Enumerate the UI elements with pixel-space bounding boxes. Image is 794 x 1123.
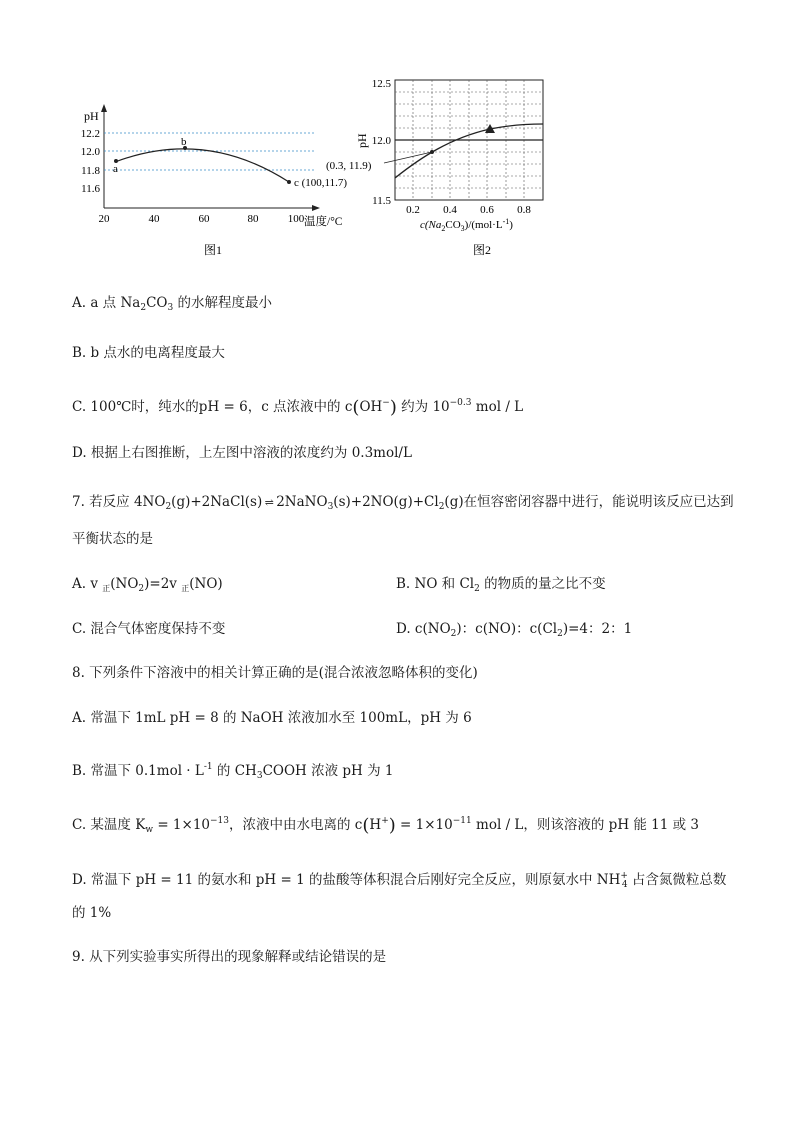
fig1-xtick: 40 bbox=[148, 213, 160, 225]
q7-option-c: C. 混合气体密度保持不变 bbox=[72, 621, 226, 637]
fig2-xtick: 0.6 bbox=[480, 204, 494, 216]
q7-option-d: D. $c(NO_2)$：c(NO)：$c(Cl_2)=4$：2：1 bbox=[396, 621, 633, 639]
fig2-xtick: 0.2 bbox=[406, 204, 420, 216]
fig1-x-ticks bbox=[99, 213, 305, 225]
fig1-xtick: 100 bbox=[287, 213, 305, 225]
q6-option-c: C. 100℃时，纯水的pH = 6，c 点浓液中的 c(OH−) 约为 $10^{-0.3}$ mol / L bbox=[72, 397, 524, 418]
figure-2 bbox=[326, 78, 543, 257]
fig1-x-label: 温度/°C bbox=[304, 216, 343, 228]
q7-stem-line1: 7. 若反应 $4NO_2(g)+2NaCl(s)$ ⇌ $2NaNO_3(s)+2NO(g)+Cl_2(g)$在恒容密闭容器中进行，能说明该反应已达到 bbox=[72, 494, 734, 512]
fig2-y-ticks bbox=[372, 78, 392, 207]
fig1-xtick: 80 bbox=[247, 213, 259, 225]
fig2-caption: 图2 bbox=[473, 243, 492, 257]
q8-option-a: A. 常温下 1mL pH = 8 的 NaOH 浓液加水至 100mL，pH 为 6 bbox=[72, 710, 472, 726]
q8-stem: 8. 下列条件下溶液中的相关计算正确的是(混合浓液忽略体积的变化) bbox=[72, 665, 478, 681]
q9-stem: 9. 从下列实验事实所得出的现象解释或结论错误的是 bbox=[72, 949, 387, 965]
q6-option-b: B. b 点水的电离程度最大 bbox=[72, 345, 225, 361]
fig1-caption: 图1 bbox=[204, 243, 223, 257]
reversible-arrow-icon: ⇌ bbox=[264, 496, 274, 509]
fig1-ytick: 11.8 bbox=[81, 165, 100, 177]
fig2-annotation: (0.3, 11.9) bbox=[326, 160, 372, 172]
figures-area bbox=[0, 0, 794, 270]
q8-option-c: C. 某温度 $K_w = 1\times 10^{-13}$，浓液中由水电离的 $c(H^+) = 1\times 10^{-11}$ mol / L，则该溶液的 pH 能 11 或 3 bbox=[72, 815, 700, 836]
q7-option-b: B. NO 和 $Cl_2$ 的物质的量之比不变 bbox=[396, 576, 606, 594]
fig2-annotation-leader bbox=[384, 152, 432, 163]
q6-option-a: A. a 点 $Na_2CO_3$ 的水解程度最小 bbox=[72, 295, 272, 313]
fig1-y-arrow bbox=[101, 104, 107, 112]
q6-option-d: D. 根据上右图推断，上左图中溶液的浓度约为 0.3mol/L bbox=[72, 445, 412, 461]
q8-option-d-line2: 的 1% bbox=[72, 905, 112, 921]
fig2-ytick: 12.5 bbox=[371, 78, 391, 90]
fig1-curve bbox=[115, 149, 289, 182]
fig1-label-b: b bbox=[181, 136, 187, 148]
fig2-x-label: $c(Na_2CO_3)/(mol\cdot L^{-1})$ bbox=[420, 217, 513, 233]
fig2-y-label: pH bbox=[355, 133, 369, 148]
fig2-xtick: 0.8 bbox=[517, 204, 531, 216]
fig2-ytick: 12.0 bbox=[371, 135, 391, 147]
fig1-xtick: 60 bbox=[198, 213, 210, 225]
fig2-xtick: 0.4 bbox=[443, 204, 457, 216]
fig1-y-label: pH bbox=[84, 109, 99, 123]
q7-option-a: A. v $_正(NO_2)=2v$ $_正$(NO) bbox=[72, 576, 223, 594]
fig1-x-arrow bbox=[312, 205, 320, 211]
q7-stem-line2: 平衡状态的是 bbox=[72, 531, 153, 547]
fig1-label-c: c (100,11.7) bbox=[294, 177, 348, 189]
fig1-y-ticks bbox=[81, 128, 101, 195]
fig1-point-c bbox=[287, 180, 291, 184]
fig1-xtick: 20 bbox=[98, 213, 110, 225]
q8-option-b: B. 常温下 $0.1mol \cdot L^{-1}$ 的 $CH_3COOH$ 浓液 pH 为 1 bbox=[72, 762, 394, 781]
fig1-label-a: a bbox=[113, 163, 118, 175]
q8-option-d-line1: D. 常温下 pH = 11 的氨水和 pH = 1 的盐酸等体积混合后刚好完全反应，则原氨水中 $NH^+_4$ 占含氮微粒总数 bbox=[72, 871, 727, 890]
figure-1 bbox=[81, 104, 348, 257]
fig2-point-03 bbox=[430, 150, 434, 154]
fig1-ytick: 11.6 bbox=[81, 183, 100, 195]
fig1-ytick: 12.2 bbox=[80, 128, 100, 140]
fig1-gridlines bbox=[104, 133, 314, 170]
fig2-ytick: 11.5 bbox=[372, 195, 391, 207]
fig2-x-ticks bbox=[406, 204, 531, 216]
fig1-ytick: 12.0 bbox=[80, 146, 100, 158]
